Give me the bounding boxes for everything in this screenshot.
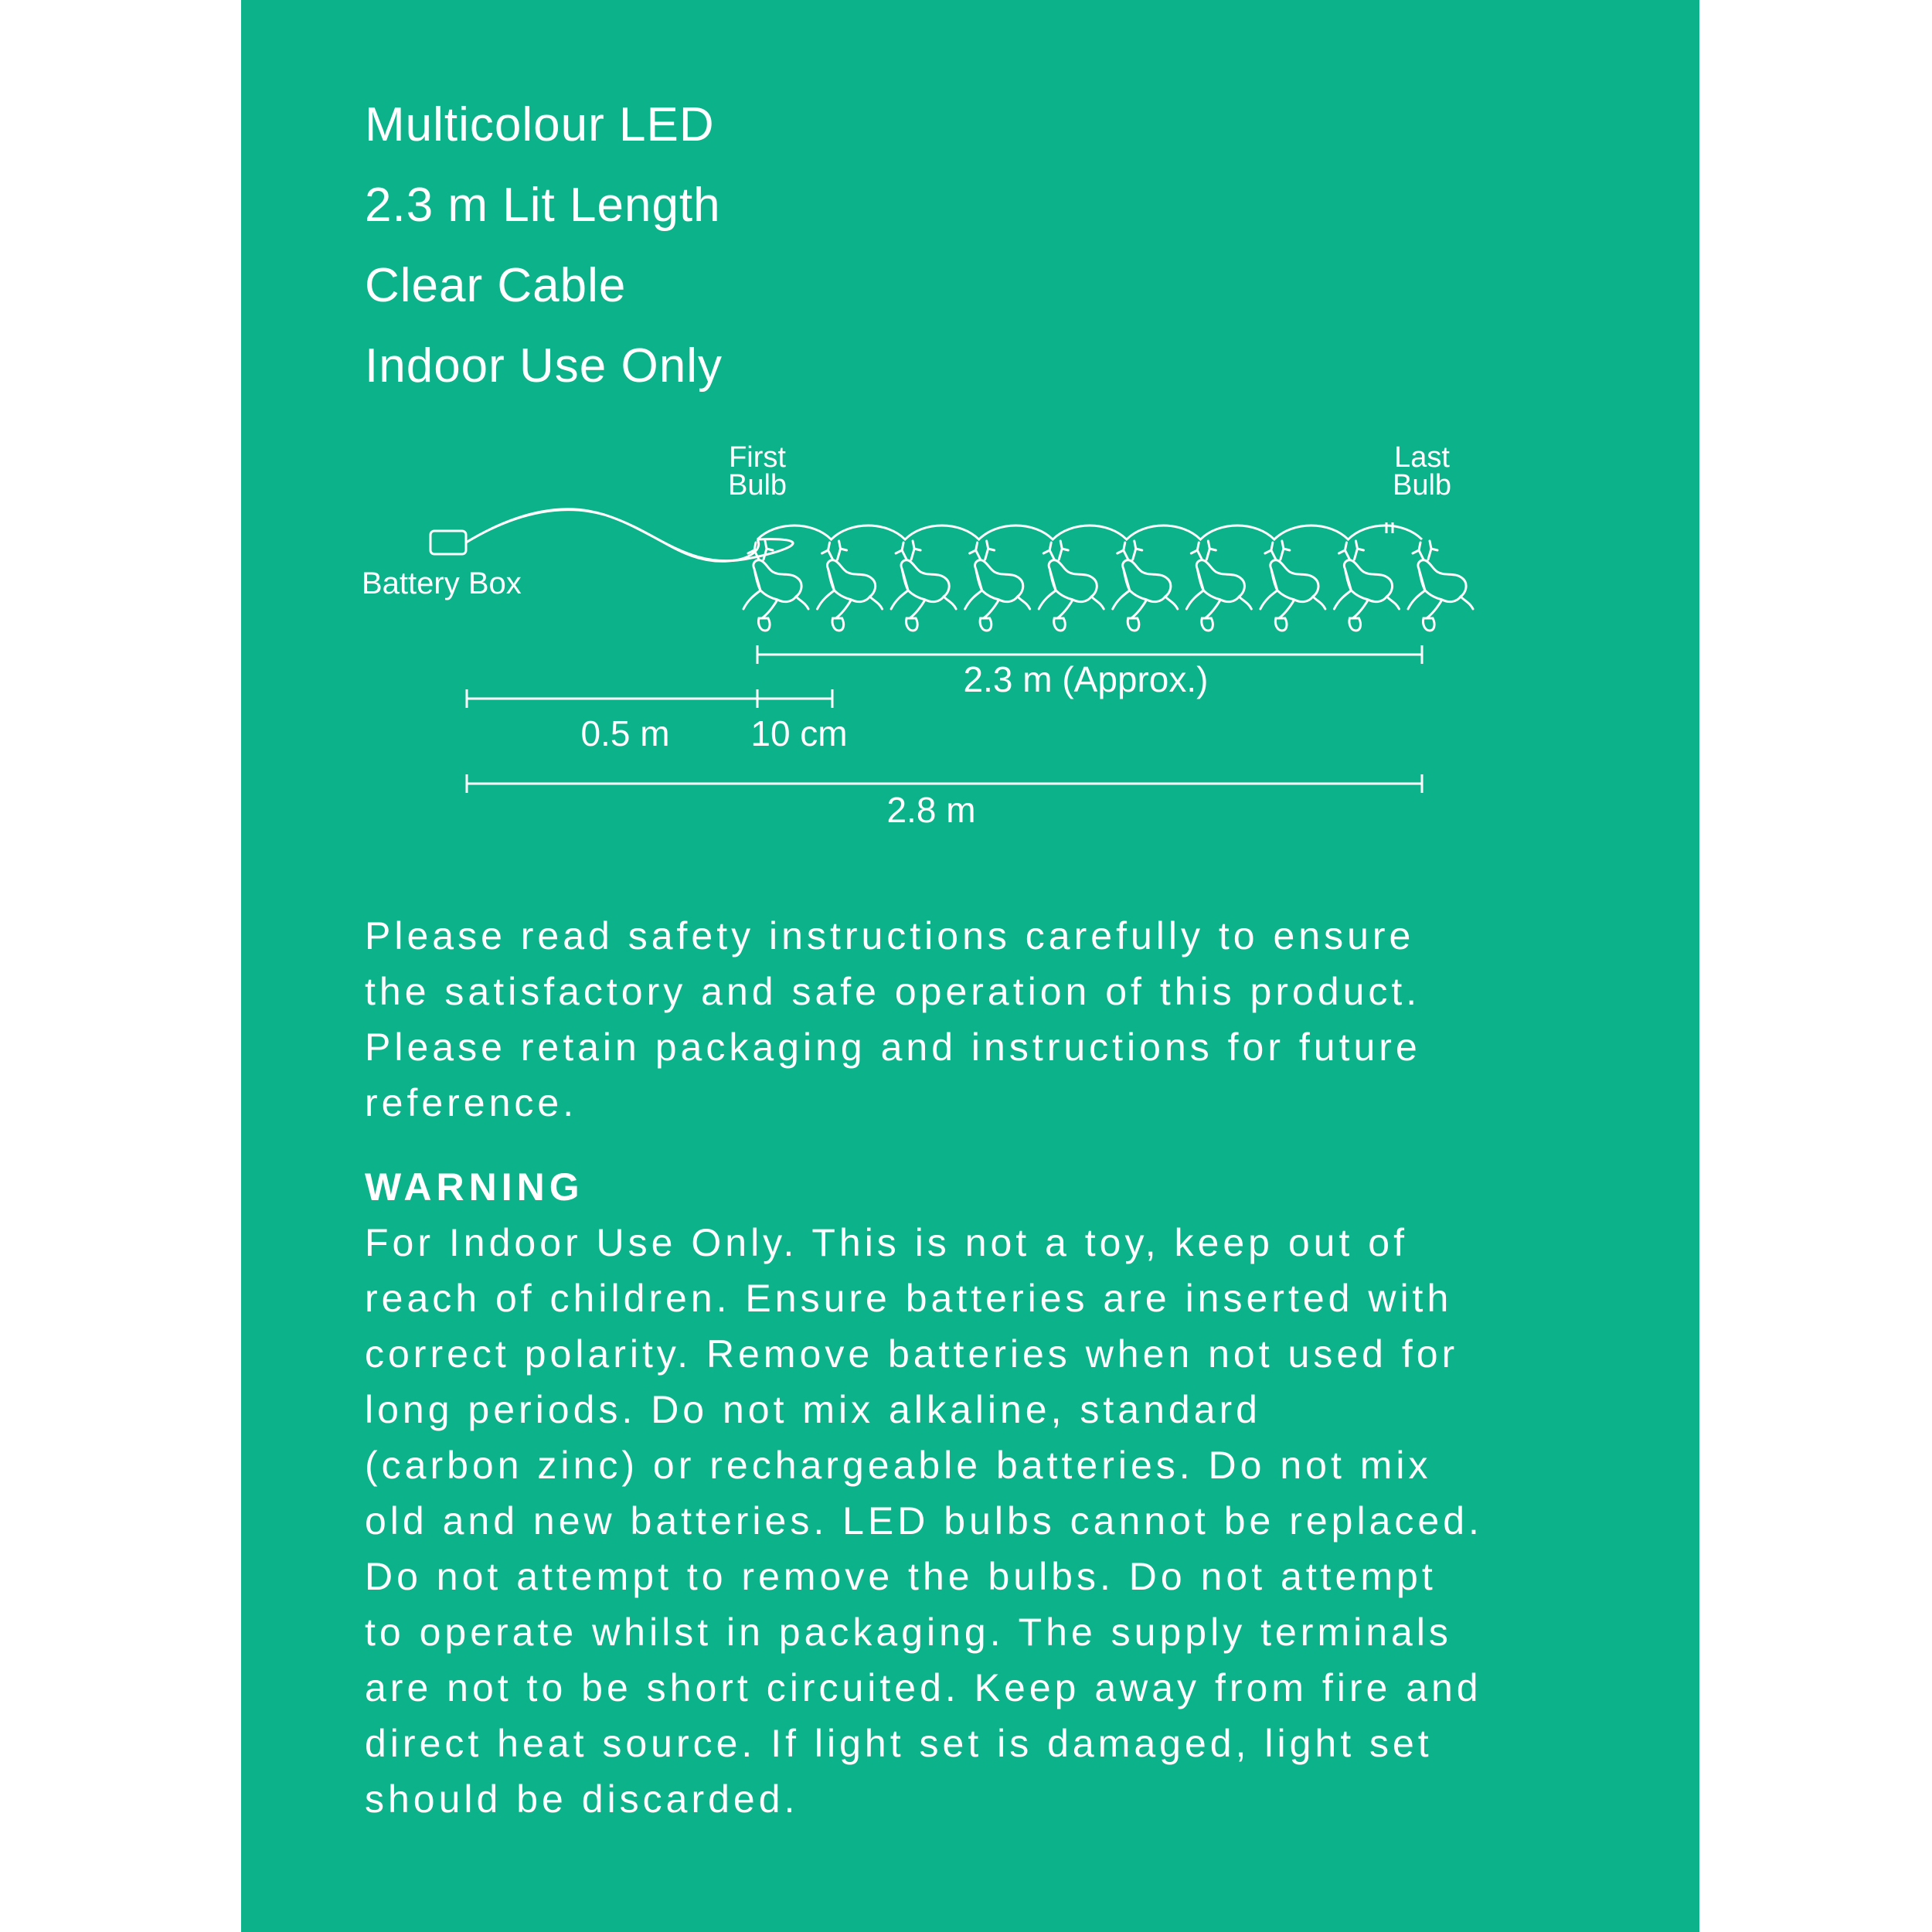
bulb-spacing-label: 10 cm: [750, 713, 848, 753]
warning-text: For Indoor Use Only. This is not a toy, keep out of reach of children. Ensure batteries are inserted with correct polarity. Remove batteries when not used for long periods. Do not mix alkaline, standard (carbon zinc) or rechargeable batteries. Do not mix old and new batteries. LED bulbs cannot be replaced. Do not attempt to remove the bulbs. Do not attempt to operate whilst in packaging. The supply terminals are not to be short circuited. Keep away from fire and direct heat source. If light set is damaged, light set should be discarded.: [365, 1221, 1483, 1821]
warning-heading: WARNING: [365, 1165, 584, 1209]
spec-cable: Clear Cable: [365, 259, 627, 312]
reindeer-icon: [1260, 541, 1325, 631]
reindeer-icon: [1039, 541, 1104, 631]
spec-lit-length: 2.3 m Lit Length: [365, 179, 721, 232]
reindeer-icon: [965, 541, 1030, 631]
lit-length-label: 2.3 m (Approx.): [963, 659, 1209, 699]
bulb-chain: [743, 522, 1473, 631]
reindeer-icon: [1186, 541, 1251, 631]
reindeer-icon: [818, 541, 883, 631]
lead-length-label: 0.5 m: [580, 713, 670, 753]
total-length-label: 2.8 m: [886, 790, 976, 830]
battery-box-label: Battery Box: [362, 566, 522, 600]
reindeer-icon: [1408, 541, 1473, 631]
reindeer-icon: [1334, 541, 1399, 631]
reindeer-icon: [891, 541, 956, 631]
lead-cable: [466, 509, 793, 561]
instruction-panel: [241, 0, 1699, 1932]
last-bulb-label-line2: Bulb: [1392, 469, 1452, 502]
safety-instructions: Please read safety instructions carefully to ensure the satisfactory and safe operation of this product. Please retain packaging and instructions for future reference.: [365, 914, 1421, 1124]
spec-led-type: Multicolour LED: [365, 98, 715, 151]
spec-usage: Indoor Use Only: [365, 339, 723, 393]
reindeer-icon: [1113, 541, 1178, 631]
first-bulb-label: First: [729, 441, 786, 474]
dimension-lead: [467, 689, 832, 708]
bulb-wire: [757, 526, 1422, 539]
light-set-diagram: [241, 0, 1699, 866]
first-bulb-label-line2: Bulb: [727, 469, 787, 502]
last-bulb-label: Last: [1394, 441, 1450, 474]
battery-box-icon: [430, 531, 466, 554]
